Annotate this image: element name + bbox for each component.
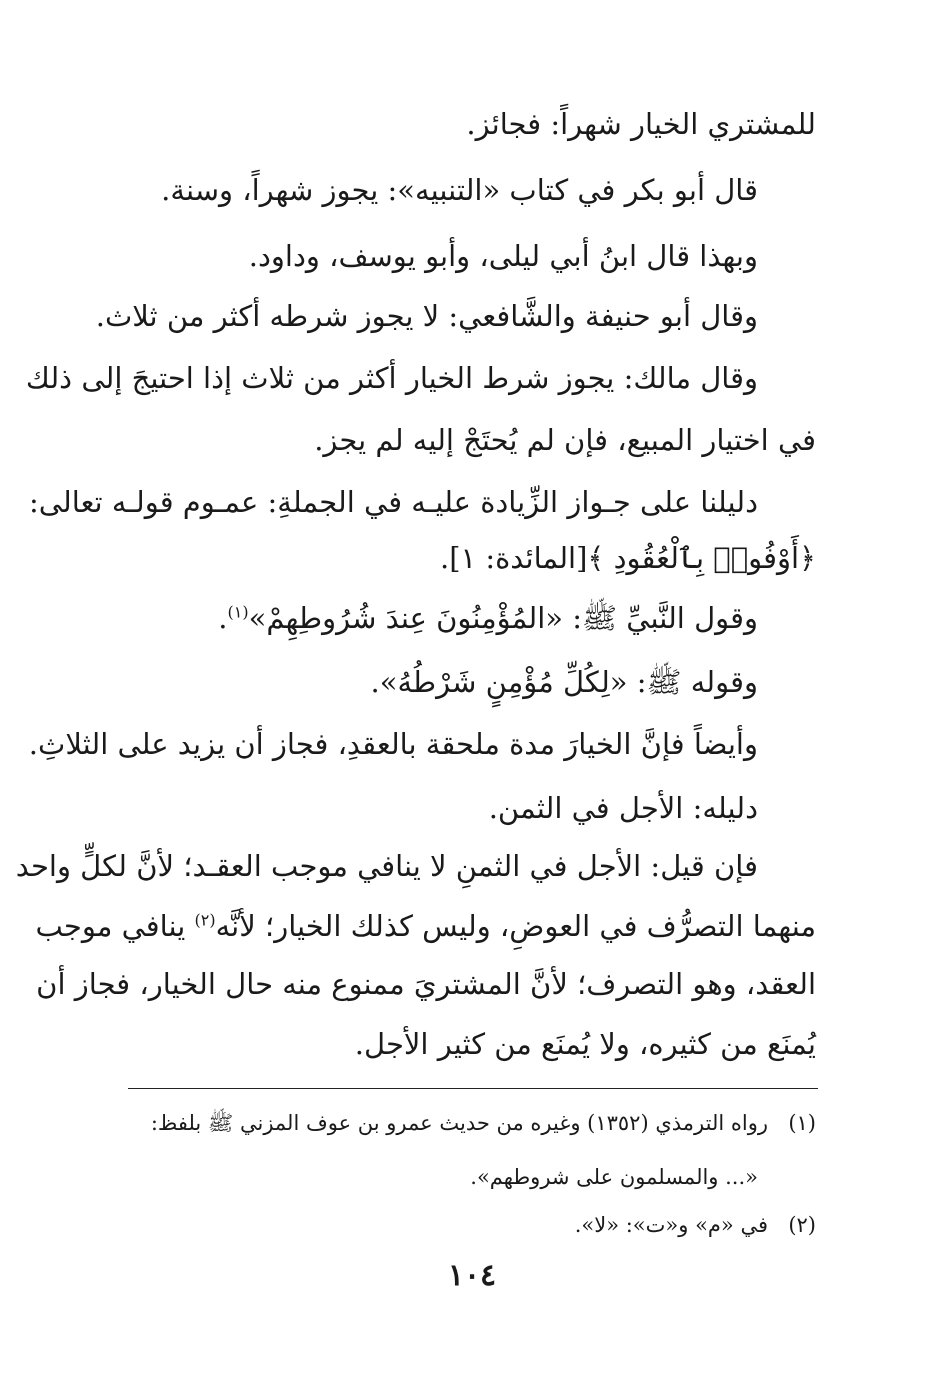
hadith-text: وقول النَّبيِّ ﷺ: «المُؤْمِنُونَ عِندَ شُرُوطِهِمْ» — [248, 601, 758, 635]
text-line — [35, 906, 816, 946]
footnote-divider — [128, 1088, 818, 1089]
hadith-line: وقوله ﷺ: «لِكُلِّ مُؤْمِنٍ شَرْطُهُ». — [370, 665, 758, 699]
footnote-ref-1: (١) — [227, 602, 249, 622]
footnote-1 — [126, 1108, 816, 1138]
footnote-number: (١) — [788, 1111, 816, 1135]
text-line: وقال أبو حنيفة والشَّافعي: لا يجوز شرطه أكثر من ثلاث. — [95, 299, 758, 333]
text-line: قال أبو بكر في كتاب «التنبيه»: يجوز شهراً، وسنة. — [161, 173, 758, 207]
footnote-text: رواه الترمذي (١٣٥٢) وغيره من حديث عمرو بن عوف المزني ﷺ بلفظ: — [150, 1111, 768, 1135]
text-segment: ينافي موجب — [35, 909, 195, 943]
footnote-text: «... والمسلمون على شروطهم». — [470, 1165, 758, 1189]
text-line: العقد، وهو التصرف؛ لأنَّ المشتريَ ممنوع منه حال الخيار، فجاز أن — [36, 967, 816, 1001]
text-line: وأيضاً فإنَّ الخيارَ مدة ملحقة بالعقدِ، فجاز أن يزيد على الثلاثِ. — [28, 727, 758, 761]
text-segment: منهما التصرُّف في العوضِ، وليس كذلك الخيار؛ لأنَّه — [215, 909, 816, 943]
page-number: ١٠٤ — [447, 1258, 497, 1293]
text-line: فإن قيل: الأجل في الثمنِ لا ينافي موجب العقـد؛ لأنَّ لكلٍّ واحد — [15, 849, 758, 883]
footnote-ref-2: (٢) — [194, 910, 216, 930]
text-line: دليله: الأجل في الثمن. — [488, 791, 758, 825]
text-line: وبهذا قال ابنُ أبي ليلى، وأبو يوسف، وداود. — [248, 239, 758, 273]
text-line: للمشتري الخيار شهراً: فجائز. — [466, 107, 816, 141]
text-line: يُمنَع من كثيره، ولا يُمنَع من كثير الأجل. — [354, 1027, 816, 1061]
footnote-text: في «م» و«ت»: «لا». — [574, 1213, 768, 1237]
footnote-2 — [126, 1210, 816, 1240]
text-line: في اختيار المبيع، فإن لم يُحتَجْ إليه لم يجز. — [314, 423, 816, 457]
quran-verse-line: ﴿أَوْفُوا۟ بِٱلْعُقُودِ ﴾[المائدة: ١]. — [440, 541, 816, 575]
period: . — [218, 601, 228, 635]
footnote-1-continued — [126, 1162, 758, 1192]
hadith-line — [126, 598, 758, 638]
text-line: وقال مالك: يجوز شرط الخيار أكثر من ثلاث إذا احتيجَ إلى ذلك — [25, 361, 758, 395]
footnote-number: (٢) — [788, 1213, 816, 1237]
text-line: دليلنا على جـواز الزِّيادة عليـه في الجملةِ: عمـوم قولـه تعالى: — [28, 485, 758, 519]
